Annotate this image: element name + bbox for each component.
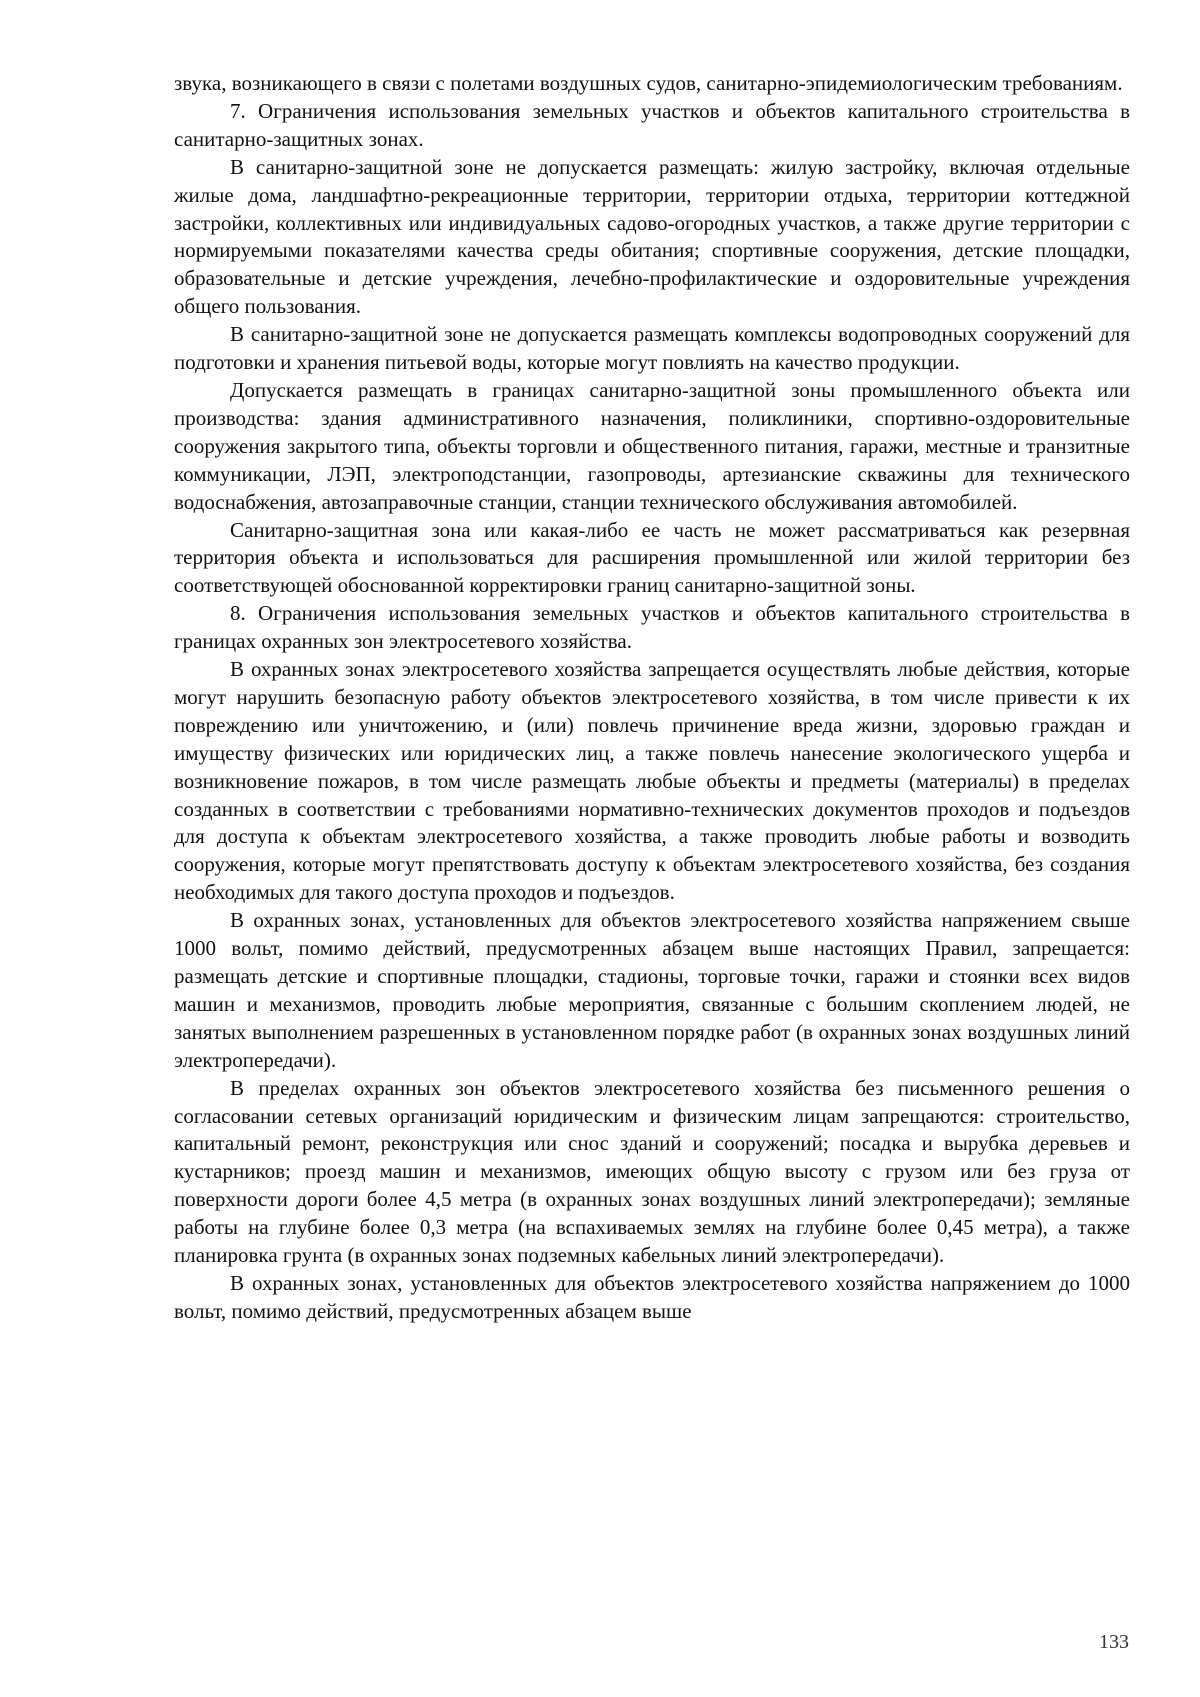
paragraph: Санитарно-защитная зона или какая-либо ее часть не может рассматриваться как резервная территория объекта и использоваться для расширения промышленной или жилой территории без соответствующей обоснованной корректировки границ санитарно-защитной зоны. [174,517,1130,598]
paragraph: В охранных зонах электросетевого хозяйства запрещается осуществлять любые действия, которые могут нарушить безопасную работу объектов электросетевого хозяйства, в том числе привести к их повреждению или уничтожению, и (или) повлечь причинение вреда жизни, здоровью граждан и имуществу физических или юридических лиц, а также повлечь нанесение экологического ущерба и возникновение пожаров, в том числе размещать любые объекты и предметы (материалы) в пределах созданных в соответствии с требованиями нормативно-технических документов проходов и подъездов для доступа к объектам электросетевого хозяйства, а также проводить любые работы и возводить сооружения, которые могут препятствовать доступу к объектам электросетевого хозяйства, без создания необходимых для такого доступа проходов и подъездов. [174,657,1130,905]
paragraph: В санитарно-защитной зоне не допускается размещать: жилую застройку, включая отдельные жилые дома, ландшафтно-рекреационные территории, территории отдыха, территории коттеджной застройки, коллективных или индивидуальных садово-огородных участков, а также другие территории с нормируемыми показателями качества среды обитания; спортивные сооружения, детские площадки, образовательные и детские учреждения, лечебно-профилактические и оздоровительные учреждения общего пользования. [174,154,1130,319]
paragraph-continuation: звука, возникающего в связи с полетами воздушных судов, санитарно-эпидемиологическим требованиям. [174,71,1123,95]
page-number: 133 [1099,1631,1129,1653]
paragraph: В санитарно-защитной зоне не допускается размещать комплексы водопроводных сооружений для подготовки и хранения питьевой воды, которые могут повлиять на качество продукции. [174,322,1130,375]
paragraph: В охранных зонах, установленных для объектов электросетевого хозяйства напряжением свыше 1000 вольт, помимо действий, предусмотренных абзацем выше настоящих Правил, запрещается: размещать детские и спортивные площадки, стадионы, торговые точки, гаражи и стоянки всех видов машин и механизмов, проводить любые мероприятия, связанные с большим скоплением людей, не занятых выполнением разрешенных в установленном порядке работ (в охранных зонах воздушных линий электропередачи). [174,908,1130,1072]
paragraph: В охранных зонах, установленных для объектов электросетевого хозяйства напряжением до 1000 вольт, помимо действий, предусмотренных абзацем выше [174,1270,1130,1323]
section-heading-7: 7. Ограничения использования земельных участков и объектов капитального строительства в санитарно-защитных зонах. [174,98,1130,151]
body-text [174,70,1130,1326]
paragraph: Допускается размещать в границах санитарно-защитной зоны промышленного объекта или производства: здания административного назначения, поликлиники, спортивно-оздоровительные сооружения закрытого типа, объекты торговли и общественного питания, гаражи, местные и транзитные коммуникации, ЛЭП, электроподстанции, газопроводы, артезианские скважины для технического водоснабжения, автозаправочные станции, станции технического обслуживания автомобилей. [174,377,1130,514]
section-heading-8: 8. Ограничения использования земельных участков и объектов капитального строительства в границах охранных зон электросетевого хозяйства. [174,601,1130,654]
paragraph: В пределах охранных зон объектов электросетевого хозяйства без письменного решения о согласовании сетевых организаций юридическим и физическим лицам запрещаются: строительство, капитальный ремонт, реконструкция или снос зданий и сооружений; посадка и вырубка деревьев и кустарников; проезд машин и механизмов, имеющих общую высоту с грузом или без груза от поверхности дороги более 4,5 метра (в охранных зонах воздушных линий электропередачи); земляные работы на глубине более 0,3 метра (на вспахиваемых землях на глубине более 0,45 метра), а также планировка грунта (в охранных зонах подземных кабельных линий электропередачи). [174,1075,1130,1268]
